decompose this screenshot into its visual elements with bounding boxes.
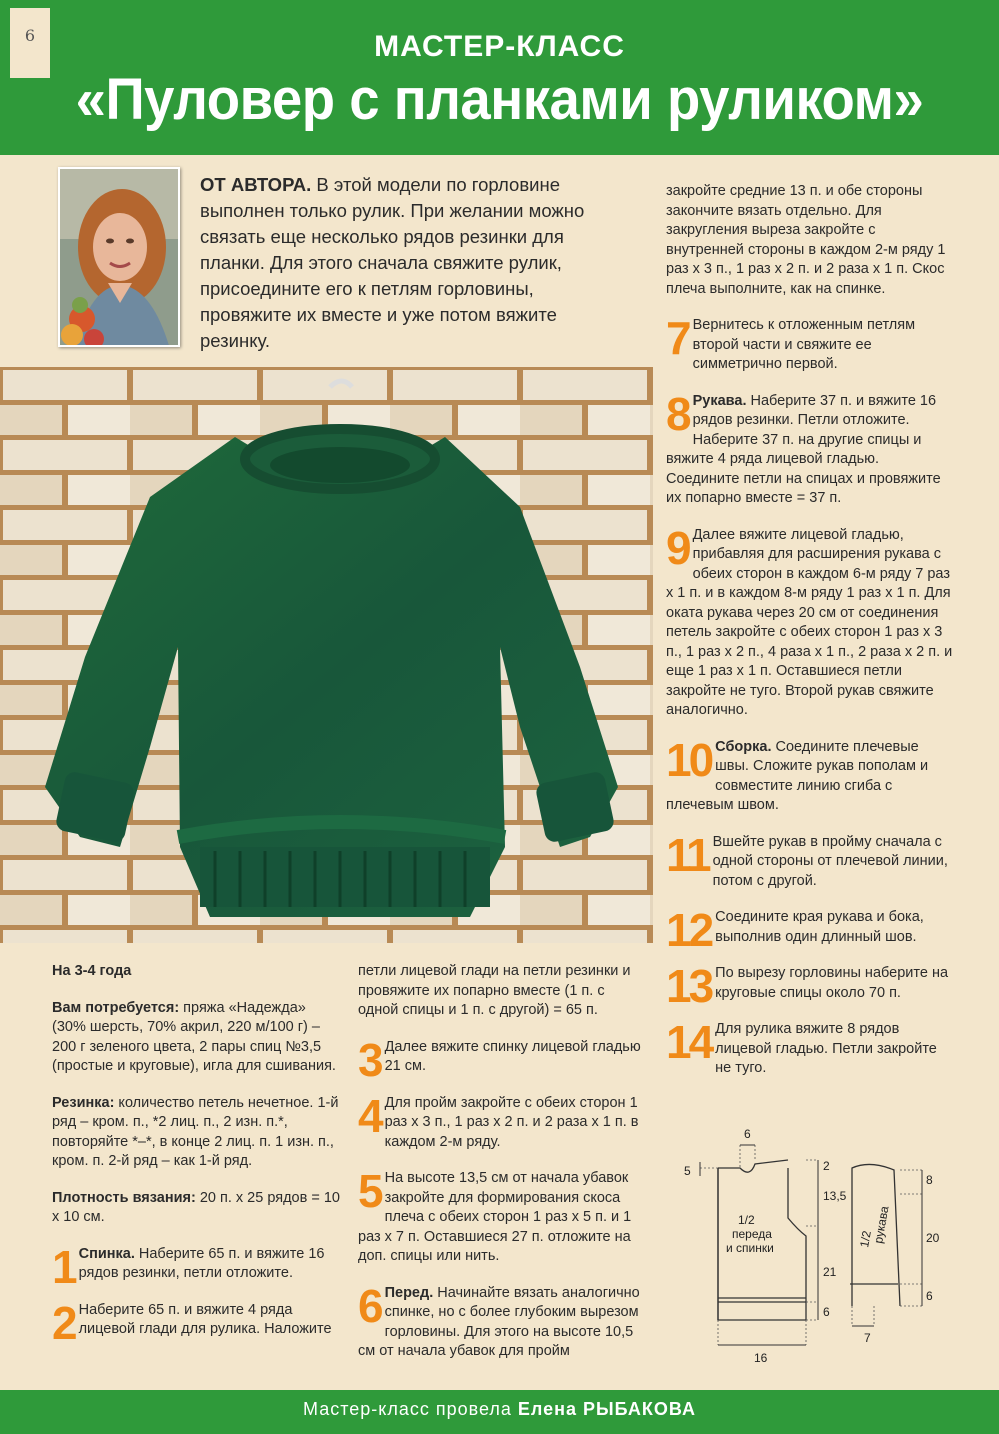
step-6 [358, 1279, 648, 1362]
step-12 [666, 904, 955, 956]
step-label: Рукава. [692, 392, 747, 409]
step-13 [666, 960, 955, 1012]
step-number: 4 [358, 1089, 381, 1142]
materials-label: Вам потребуется: [52, 999, 180, 1016]
author-note-lead: ОТ АВТОРА. [200, 174, 312, 195]
dimension-label: 6 [744, 1127, 751, 1141]
step-text: По вырезу горловины наберите на круговые спицы около 70 п. [715, 965, 949, 1001]
author-note [200, 172, 625, 354]
step-text: Вшейте рукав в пройму сначала с одной стороны от плечевой линии, потом с другой. [712, 833, 948, 889]
dimension-label: 16 [754, 1351, 768, 1365]
step-number: 6 [358, 1279, 381, 1332]
sweater-photo [0, 367, 653, 943]
rib-text: количество петель нечетное. 1-й ряд – кром. п., *2 лиц. п., 2 изн. п.*, повторяйте *–*, в конце 2 лиц. п. 1 изн. п., кром. п. 2-й ряд – как 1-й ряд. [52, 1094, 339, 1169]
step-number: 2 [52, 1296, 75, 1349]
dimension-label: 6 [926, 1289, 933, 1303]
footer-author: Елена РЫБАКОВА [517, 1399, 696, 1419]
step-text: Соедините плечевые швы. Сложите рукав пополам и совместите линию сгиба с плечевым швом. [666, 738, 929, 813]
step-text: Соедините края рукава и бока, выполнив один длинный шов. [715, 909, 924, 945]
right-column [666, 182, 955, 1096]
footer-prefix: Мастер-класс провела [303, 1399, 518, 1419]
pattern-diagram [670, 1120, 970, 1380]
step-label: Перед. [384, 1284, 434, 1301]
author-note-text: В этой модели по горловине выполнен только рулик. При желании можно связать еще несколько рядов резинки для планки. Для этого сначала свяжите рулик, присоедините его к петлям горловины, провяжите их вместе и уже потом вяжите резинку. [200, 174, 585, 351]
step-number: 10 [666, 733, 712, 786]
step-text: На высоте 13,5 см от начала убавок закройте для формирования скоса плеча с обеих сторон 1 раз х 5 п. и 1 раз х 7 п. Оставшиеся 27 п. отложите на доп. спицы или нить. [358, 1170, 632, 1264]
dimension-label: 5 [684, 1164, 691, 1178]
sleeve-piece-label: 1/2 [857, 1229, 874, 1249]
step-text: Наберите 65 п. и вяжите 16 рядов резинки, петли отложите. [78, 1245, 325, 1281]
dimension-label: 21 [823, 1265, 837, 1279]
step-number: 14 [666, 1016, 712, 1068]
step-4 [358, 1089, 648, 1153]
page-title: «Пуловер с планками руликом» [75, 67, 924, 132]
dimension-label: 8 [926, 1173, 933, 1187]
gauge-label: Плотность вязания: [52, 1189, 196, 1206]
step-3 [358, 1033, 648, 1086]
gauge-text: 20 п. х 25 рядов = 10 х 10 см. [52, 1189, 340, 1225]
dimension-label: 6 [823, 1305, 830, 1319]
footer-credit [0, 1390, 999, 1434]
step-number: 3 [358, 1033, 381, 1086]
step-text: Вернитесь к отложенным петлям второй части и свяжите ее симметрично первой. [692, 317, 916, 372]
page-number: 6 [10, 8, 50, 78]
step-text: Далее вяжите лицевой гладью, прибавляя для расширения рукава с обеих сторон в каждом 6-м ряду 7 раз х 1 п. и в каждом 8-м ряду 1 раз х 1 п. Для оката рукава через 20 см от соединения петель закройте с обеих сторон 1 раз х 3 п., 1 раз х 2 п., 4 раза х 1 п., 2 раза х 2 п. и еще 1 раз х 1 п. Оставшиеся петли закройте не туго. Второй рукав свяжите аналогично. [666, 526, 953, 718]
step-label: Сборка. [715, 738, 772, 755]
body-piece-label: переда [732, 1227, 772, 1241]
step-number: 12 [666, 904, 712, 956]
dimension-label: 2 [823, 1159, 830, 1173]
continued-text: закройте средние 13 п. и обе стороны закончите вязать отдельно. Для закругления выреза закройте с внутренней стороны в каждом 2-м ряду 1 раз х 3 п., 1 раз х 2 п. и 2 раза х 1 п. Скос плеча выполните, как на спинке. [666, 183, 946, 297]
step-number: 9 [666, 521, 689, 574]
step-7 [666, 312, 955, 375]
rib-label: Резинка: [52, 1094, 115, 1111]
step-text: Наберите 37 п. и вяжите 16 рядов резинки. Петли отложите. Наберите 37 п. на другие спицы и вяжите 4 ряда лицевой гладью. Соедините петли на спицах и провяжите их попарно вместе = 37 п. [666, 392, 941, 506]
step-text: Для пройм закройте с обеих сторон 1 раз х 3 п., 1 раз х 2 п. и 2 раза х 1 п. в каждом 2-м ряду. [384, 1094, 639, 1150]
step-2 [52, 1296, 340, 1349]
step-8 [666, 387, 955, 509]
step-label: Спинка. [78, 1245, 135, 1262]
continued-text: петли лицевой глади на петли резинки и провяжите их попарно вместе (1 п. с одной спицы и 1 п. с другой) = 65 п. [358, 963, 631, 1018]
step-number: 13 [666, 960, 712, 1012]
author-photo [58, 167, 180, 347]
header-banner [0, 0, 999, 155]
sleeve-piece-label: рукава [871, 1205, 892, 1245]
step-text: Начинайте вязать аналогично спинке, но с более глубоким вырезом горловины. Для этого на высоте 10,5 см от начала убавок для пройм [358, 1284, 640, 1359]
step-text: Далее вяжите спинку лицевой гладью 21 см. [384, 1038, 641, 1074]
step-number: 1 [52, 1240, 75, 1293]
step-number: 8 [666, 387, 689, 440]
step-14 [666, 1016, 955, 1079]
left-column [52, 962, 340, 1357]
step-number: 5 [358, 1165, 381, 1217]
step-number: 7 [666, 312, 689, 364]
step-1 [52, 1240, 340, 1293]
dimension-label: 13,5 [823, 1189, 847, 1203]
body-piece-label: и спинки [726, 1241, 774, 1255]
size-heading: На 3-4 года [52, 963, 132, 979]
dimension-label: 20 [926, 1231, 940, 1245]
step-10 [666, 733, 955, 816]
step-number: 11 [666, 828, 709, 881]
step-9 [666, 521, 955, 721]
step-text: Наберите 65 п. и вяжите 4 ряда лицевой глади для рулика. Наложите [78, 1301, 332, 1337]
middle-column [358, 962, 648, 1379]
body-piece-label: 1/2 [738, 1213, 755, 1227]
dimension-label: 7 [864, 1331, 871, 1345]
step-text: Для рулика вяжите 8 рядов лицевой гладью. Петли закройте не туго. [715, 1021, 937, 1076]
step-11 [666, 828, 955, 892]
section-kicker: МАСТЕР-КЛАСС [374, 30, 625, 63]
materials-text: пряжа «Надежда» (30% шерсть, 70% акрил, 220 м/100 г) – 200 г зеленого цвета, 2 пары спиц №3,5 (простые и круговые), игла для сшивания. [52, 999, 336, 1074]
step-5 [358, 1165, 648, 1267]
